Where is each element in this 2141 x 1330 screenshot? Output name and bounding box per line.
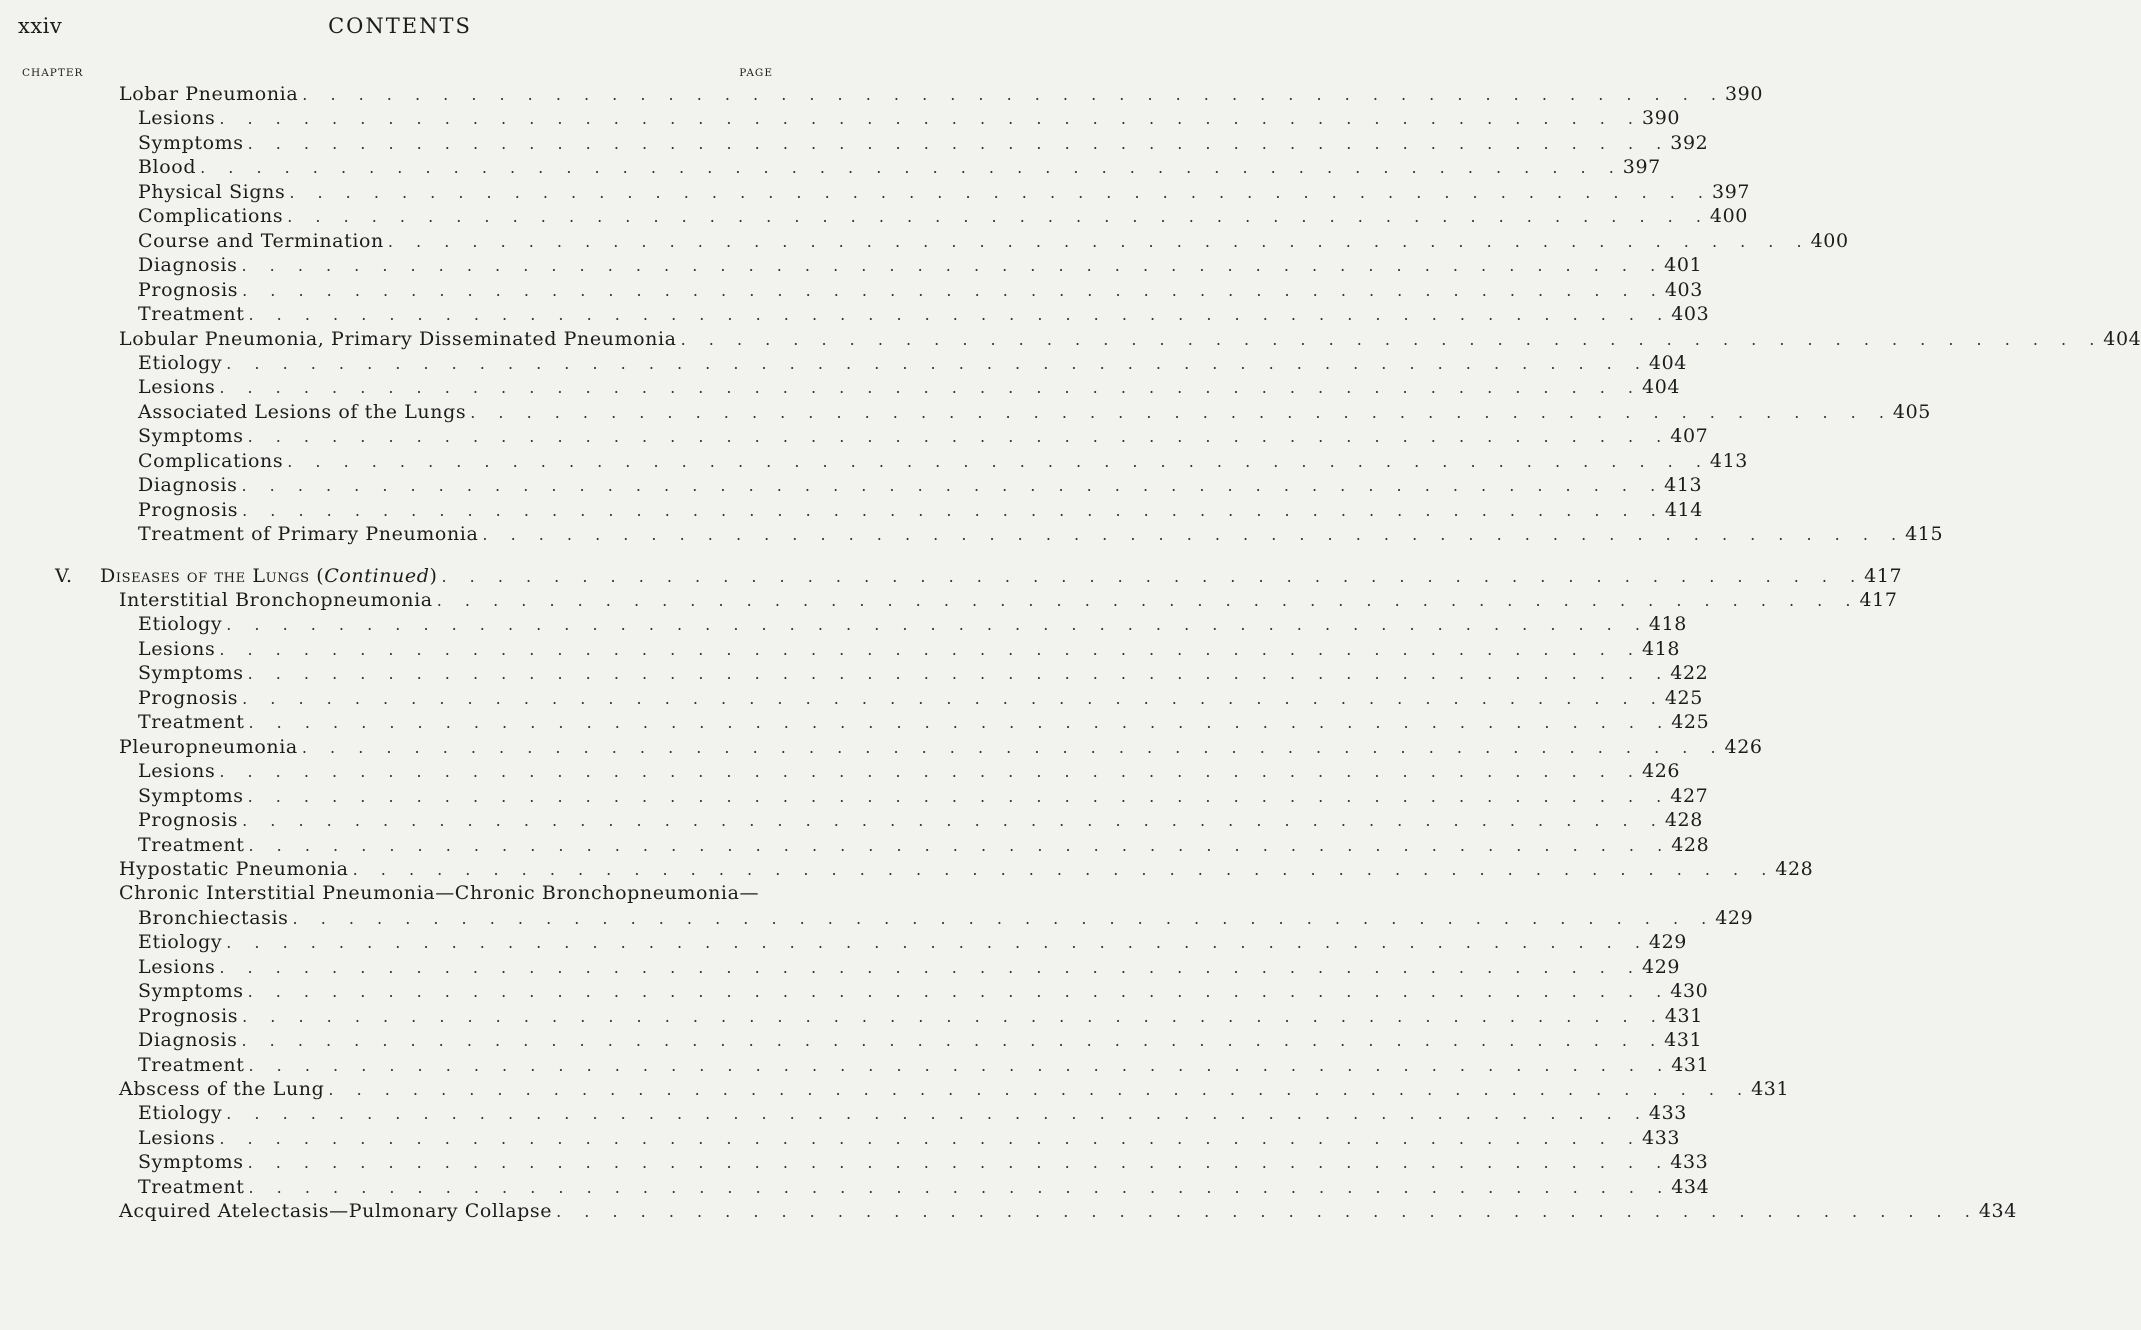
dot-leader: . . . . . . . . . . . . . . . . . . . . . . . . . . . . . . . . . . . . . . . . . . . . . . . . . . . bbox=[441, 566, 1865, 586]
toc-entry bbox=[0, 449, 1748, 473]
toc-entry-title: Diagnosis bbox=[138, 1029, 238, 1052]
toc-entry-page: 429 bbox=[1648, 931, 1687, 954]
toc-entry bbox=[0, 180, 1751, 204]
toc-entry bbox=[0, 588, 1898, 612]
dot-leader: . . . . . . . . . . . . . . . . . . . . . . . . . . . . . . . . . . . . . . . . . . . . . . . . . . . bbox=[470, 402, 1893, 422]
toc-entry-page: 397 bbox=[1622, 156, 1661, 179]
toc-entry-title: Lobular Pneumonia, Primary Disseminated Pneumonia bbox=[119, 327, 677, 350]
toc-entry-title: Chronic Interstitial Pneumonia—Chronic Bronchopneumonia— bbox=[119, 882, 760, 905]
toc-entry-title: Lesions bbox=[138, 637, 216, 660]
dot-leader: . . . . . . . . . . . . . . . . . . . . . . . . . . . . . . . . . . . . . . . . . . . . . . . . . . . bbox=[247, 1153, 1671, 1173]
dot-leader: . . . . . . . . . . . . . . . . . . . . . . . . . . . . . . . . . . . . . . . . . . . . . . . . . . . bbox=[387, 231, 1811, 251]
toc-entry-page: 431 bbox=[1671, 1053, 1710, 1076]
toc-entry-title: Lobar Pneumonia bbox=[119, 83, 299, 105]
chapter-heading bbox=[0, 564, 1903, 588]
toc-entry bbox=[0, 1150, 1709, 1174]
toc-entry bbox=[0, 498, 1703, 522]
toc-entry-page: 434 bbox=[1671, 1175, 1710, 1198]
dot-leader: . . . . . . . . . . . . . . . . . . . . . . . . . . . . . . . . . . . . . . . . . . . . . . . . . . . bbox=[247, 982, 1671, 1002]
dot-leader: . . . . . . . . . . . . . . . . . . . . . . . . . . . . . . . . . . . . . . . . . . . . . . . . . . . bbox=[200, 158, 1623, 178]
dot-leader: . . . . . . . . . . . . . . . . . . . . . . . . . . . . . . . . . . . . . . . . . . . . . . . . . . . bbox=[482, 525, 1906, 545]
dot-leader: . . . . . . . . . . . . . . . . . . . . . . . . . . . . . . . . . . . . . . . . . . . . . . . . . . . bbox=[436, 591, 1860, 610]
toc-entry-title: Symptoms bbox=[138, 662, 244, 685]
toc-entry bbox=[0, 906, 1754, 930]
dot-leader: . . . . . . . . . . . . . . . . . . . . . . . . . . . . . . . . . . . . . . . . . . . . . . . . . . . bbox=[226, 353, 1649, 373]
toc-entry bbox=[0, 229, 1849, 253]
page-number: xxiv bbox=[18, 14, 63, 38]
toc-entry-page: 430 bbox=[1670, 980, 1709, 1003]
toc-entry-page: 433 bbox=[1648, 1102, 1687, 1125]
toc-entry bbox=[0, 106, 1681, 130]
dot-leader: . . . . . . . . . . . . . . . . . . . . . . . . . . . . . . . . . . . . . . . . . . . . . . . . . . . bbox=[302, 85, 1725, 104]
chapter-title-paren-close: ) bbox=[429, 564, 438, 587]
toc-entry bbox=[0, 82, 1764, 106]
dot-leader: . . . . . . . . . . . . . . . . . . . . . . . . . . . . . . . . . . . . . . . . . . . . . . . . . . . bbox=[226, 933, 1649, 953]
chapter-title bbox=[100, 564, 441, 588]
toc-entry bbox=[0, 204, 1748, 228]
toc-entry bbox=[0, 808, 1703, 832]
toc-entry-title: Treatment bbox=[138, 303, 245, 326]
toc-entry-page: 413 bbox=[1709, 449, 1748, 472]
dot-leader: . . . . . . . . . . . . . . . . . . . . . . . . . . . . . . . . . . . . . . . . . . . . . . . . . . . bbox=[241, 476, 1665, 496]
chapter-title-main: Diseases of the Lungs bbox=[100, 564, 310, 587]
page-column-label: PAGE bbox=[739, 67, 773, 79]
chapter-title-paren-open: ( bbox=[316, 564, 325, 587]
toc-entry-page: 414 bbox=[1664, 498, 1703, 521]
dot-leader: . . . . . . . . . . . . . . . . . . . . . . . . . . . . . . . . . . . . . . . . . . . . . . . . . . . bbox=[328, 1080, 1752, 1099]
toc-entry-page: 431 bbox=[1664, 1029, 1703, 1052]
toc-entry-title: Symptoms bbox=[138, 425, 244, 448]
toc-entry-page: 431 bbox=[1664, 1004, 1703, 1027]
toc-entry-page: 404 bbox=[1648, 351, 1687, 374]
toc-entry bbox=[0, 1101, 1687, 1125]
dot-leader: . . . . . . . . . . . . . . . . . . . . . . . . . . . . . . . . . . . . . . . . . . . . . . . . . . . bbox=[219, 639, 1643, 659]
toc-entry-page: 428 bbox=[1664, 809, 1703, 832]
toc-entry-title: Etiology bbox=[138, 351, 223, 374]
toc-entry-page: 422 bbox=[1670, 662, 1709, 685]
toc-entry bbox=[0, 637, 1681, 661]
toc-entry-title: Etiology bbox=[138, 931, 223, 954]
toc-entry-page: 401 bbox=[1664, 254, 1703, 277]
toc-entry-page: 428 bbox=[1671, 833, 1710, 856]
dot-leader: . . . . . . . . . . . . . . . . . . . . . . . . . . . . . . . . . . . . . . . . . . . . . . . . . . . bbox=[242, 1006, 1665, 1026]
toc-entry-page: 417 bbox=[1859, 589, 1898, 611]
toc-entry bbox=[0, 1053, 1710, 1077]
toc-entry-title: Bronchiectasis bbox=[138, 906, 289, 929]
toc-entry bbox=[0, 351, 1687, 375]
toc-entry bbox=[0, 131, 1709, 155]
toc-entry-title: Prognosis bbox=[138, 809, 239, 832]
dot-leader: . . . . . . . . . . . . . . . . . . . . . . . . . . . . . . . . . . . . . . . . . . . . . . . . . . . bbox=[226, 1104, 1649, 1124]
toc-entry bbox=[0, 327, 2141, 351]
toc-entry-page: 427 bbox=[1670, 784, 1709, 807]
toc-entry-page: 397 bbox=[1712, 180, 1751, 203]
toc-entry-title: Treatment of Primary Pneumonia bbox=[138, 523, 479, 546]
toc-entry-page: 431 bbox=[1751, 1078, 1790, 1100]
chapter-title-continued: Continued bbox=[324, 564, 430, 587]
dot-leader: . . . . . . . . . . . . . . . . . . . . . . . . . . . . . . . . . . . . . . . . . . . . . . . . . . . bbox=[289, 182, 1712, 202]
toc-entry-page: 425 bbox=[1664, 686, 1703, 709]
chapter-page: 417 bbox=[1864, 564, 1903, 587]
toc-entry-page: 433 bbox=[1642, 1126, 1681, 1149]
toc-entry bbox=[0, 375, 1681, 399]
toc-entry-title: Treatment bbox=[138, 1053, 245, 1076]
toc-entry bbox=[0, 400, 1931, 424]
toc-entry-title: Symptoms bbox=[138, 131, 244, 154]
toc-entry-title: Prognosis bbox=[138, 686, 239, 709]
toc-entry-title: Complications bbox=[138, 449, 284, 472]
dot-leader: . . . . . . . . . . . . . . . . . . . . . . . . . . . . . . . . . . . . . . . . . . . . . . . . . . . bbox=[241, 256, 1665, 276]
toc-entry-page: 415 bbox=[1905, 523, 1944, 546]
toc-entry bbox=[0, 424, 1709, 448]
toc-entry bbox=[0, 1126, 1681, 1150]
dot-leader: . . . . . . . . . . . . . . . . . . . . . . . . . . . . . . . . . . . . . . . . . . . . . . . . . . . bbox=[241, 1031, 1665, 1051]
toc-entry-title: Diagnosis bbox=[138, 254, 238, 277]
dot-leader: . . . . . . . . . . . . . . . . . . . . . . . . . . . . . . . . . . . . . . . . . . . . . . . . . . . bbox=[242, 500, 1665, 520]
toc-entry bbox=[0, 302, 1710, 326]
toc-entry-title: Lesions bbox=[138, 955, 216, 978]
toc-entry bbox=[0, 253, 1703, 277]
toc-entry-page: 434 bbox=[1978, 1200, 2017, 1223]
toc-entry bbox=[0, 857, 1814, 881]
toc-entry-page: 425 bbox=[1671, 711, 1710, 734]
toc-entry-title: Prognosis bbox=[138, 278, 239, 301]
toc-entry bbox=[0, 661, 1709, 685]
toc-entry-page: 392 bbox=[1670, 131, 1709, 154]
toc-entry-title: Physical Signs bbox=[138, 180, 286, 203]
dot-leader: . . . . . . . . . . . . . . . . . . . . . . . . . . . . . . . . . . . . . . . . . . . . . . . . . . . bbox=[248, 835, 1672, 855]
toc-entry bbox=[0, 278, 1703, 302]
dot-leader: . . . . . . . . . . . . . . . . . . . . . . . . . . . . . . . . . . . . . . . . . . . . . . . . . . . bbox=[242, 280, 1665, 300]
toc-entry-title: Interstitial Bronchopneumonia bbox=[119, 589, 433, 611]
dot-leader: . . . . . . . . . . . . . . . . . . . . . . . . . . . . . . . . . . . . . . . . . . . . . . . . . . . bbox=[247, 427, 1671, 447]
toc-entry bbox=[0, 612, 1687, 636]
toc-entry-title: Etiology bbox=[138, 1102, 223, 1125]
toc-entry-title: Blood bbox=[138, 156, 197, 179]
dot-leader: . . . . . . . . . . . . . . . . . . . . . . . . . . . . . . . . . . . . . . . . . . . . . . . . . . . bbox=[301, 737, 1725, 757]
dot-leader: . . . . . . . . . . . . . . . . . . . . . . . . . . . . . . . . . . . . . . . . . . . . . . . . . . . bbox=[248, 713, 1672, 733]
toc-entry-page: 390 bbox=[1642, 107, 1681, 130]
toc-entry-title: Associated Lesions of the Lungs bbox=[138, 400, 467, 423]
dot-leader: . . . . . . . . . . . . . . . . . . . . . . . . . . . . . . . . . . . . . . . . . . . . . . . . . . . bbox=[248, 305, 1672, 325]
dot-leader: . . . . . . . . . . . . . . . . . . . . . . . . . . . . . . . . . . . . . . . . . . . . . . . . . . . bbox=[287, 207, 1710, 227]
dot-leader: . . . . . . . . . . . . . . . . . . . . . . . . . . . . . . . . . . . . . . . . . . . . . . . . . . . bbox=[242, 811, 1665, 831]
toc-entry-title: Hypostatic Pneumonia bbox=[119, 857, 349, 880]
toc-entry-page: 426 bbox=[1724, 735, 1763, 758]
toc-entry-page: 403 bbox=[1671, 303, 1710, 326]
dot-leader: . . . . . . . . . . . . . . . . . . . . . . . . . . . . . . . . . . . . . . . . . . . . . . . . . . . bbox=[680, 329, 2104, 349]
dot-leader: . . . . . . . . . . . . . . . . . . . . . . . . . . . . . . . . . . . . . . . . . . . . . . . . . . . bbox=[287, 451, 1710, 471]
toc-entry bbox=[0, 930, 1687, 954]
toc-entry-page: 404 bbox=[1642, 376, 1681, 399]
dot-leader: . . . . . . . . . . . . . . . . . . . . . . . . . . . . . . . . . . . . . . . . . . . . . . . . . . . bbox=[248, 1177, 1672, 1197]
chapter-numeral: V. bbox=[55, 564, 73, 587]
dot-leader: . . . . . . . . . . . . . . . . . . . . . . . . . . . . . . . . . . . . . . . . . . . . . . . . . . . bbox=[247, 664, 1671, 684]
toc-entry-title: Acquired Atelectasis—Pulmonary Collapse bbox=[119, 1200, 553, 1223]
toc-entry-title: Lesions bbox=[138, 376, 216, 399]
toc-entry-title: Pleuropneumonia bbox=[119, 735, 298, 758]
toc-entry bbox=[0, 522, 1944, 546]
toc-entry bbox=[0, 473, 1703, 497]
dot-leader: . . . . . . . . . . . . . . . . . . . . . . . . . . . . . . . . . . . . . . . . . . . . . . . . . . . bbox=[247, 133, 1671, 153]
toc-entry bbox=[0, 979, 1709, 1003]
toc-entry bbox=[0, 1077, 1790, 1101]
toc-entry bbox=[0, 1175, 1710, 1199]
toc-entry-title: Etiology bbox=[138, 613, 223, 636]
page-title: CONTENTS bbox=[328, 14, 472, 38]
dot-leader: . . . . . . . . . . . . . . . . . . . . . . . . . . . . . . . . . . . . . . . . . . . . . . . . . . . bbox=[219, 957, 1643, 977]
toc-entry-page: 407 bbox=[1670, 425, 1709, 448]
toc-entry bbox=[0, 710, 1710, 734]
toc-entry-page: 404 bbox=[2103, 327, 2141, 350]
toc-entry-page: 400 bbox=[1709, 205, 1748, 228]
dot-leader: . . . . . . . . . . . . . . . . . . . . . . . . . . . . . . . . . . . . . . . . . . . . . . . . . . . bbox=[242, 688, 1665, 708]
toc-entry bbox=[0, 155, 1661, 179]
toc-entry bbox=[0, 1199, 2017, 1223]
toc-entry-page: 403 bbox=[1664, 278, 1703, 301]
toc-entry-title: Lesions bbox=[138, 1126, 216, 1149]
toc-entry-page: 428 bbox=[1775, 857, 1814, 880]
toc-entry bbox=[0, 881, 800, 905]
toc-entry-title: Prognosis bbox=[138, 1004, 239, 1027]
dot-leader: . . . . . . . . . . . . . . . . . . . . . . . . . . . . . . . . . . . . . . . . . . . . . . . . . . . bbox=[219, 109, 1643, 129]
toc-entry-title: Prognosis bbox=[138, 498, 239, 521]
toc-entry-title: Treatment bbox=[138, 1175, 245, 1198]
toc-entry bbox=[0, 833, 1710, 857]
toc-entry bbox=[0, 1028, 1703, 1052]
dot-leader: . . . . . . . . . . . . . . . . . . . . . . . . . . . . . . . . . . . . . . . . . . . . . . . . . . . bbox=[556, 1202, 1979, 1222]
toc-entry bbox=[0, 955, 1681, 979]
toc-entry bbox=[0, 759, 1681, 783]
toc-entry-page: 426 bbox=[1642, 760, 1681, 783]
dot-leader: . . . . . . . . . . . . . . . . . . . . . . . . . . . . . . . . . . . . . . . . . . . . . . . . . . . bbox=[219, 378, 1643, 398]
toc-entry-title: Abscess of the Lung bbox=[119, 1078, 325, 1100]
dot-leader: . . . . . . . . . . . . . . . . . . . . . . . . . . . . . . . . . . . . . . . . . . . . . . . . . . . bbox=[292, 908, 1716, 928]
toc-entry-page: 429 bbox=[1642, 955, 1681, 978]
toc-entry-page: 400 bbox=[1810, 229, 1849, 252]
dot-leader: . . . . . . . . . . . . . . . . . . . . . . . . . . . . . . . . . . . . . . . . . . . . . . . . . . . bbox=[352, 859, 1776, 879]
dot-leader: . . . . . . . . . . . . . . . . . . . . . . . . . . . . . . . . . . . . . . . . . . . . . . . . . . . bbox=[247, 786, 1671, 806]
toc-entry-title: Symptoms bbox=[138, 1151, 244, 1174]
toc-entry-title: Treatment bbox=[138, 833, 245, 856]
dot-leader: . . . . . . . . . . . . . . . . . . . . . . . . . . . . . . . . . . . . . . . . . . . . . . . . . . . bbox=[248, 1055, 1672, 1075]
toc-entry-title: Diagnosis bbox=[138, 474, 238, 497]
toc-entry-page: 413 bbox=[1664, 474, 1703, 497]
toc-entry-title: Lesions bbox=[138, 760, 216, 783]
toc-entry bbox=[0, 686, 1703, 710]
toc-entry-title: Treatment bbox=[138, 711, 245, 734]
dot-leader: . . . . . . . . . . . . . . . . . . . . . . . . . . . . . . . . . . . . . . . . . . . . . . . . . . . bbox=[219, 1128, 1643, 1148]
dot-leader: . . . . . . . . . . . . . . . . . . . . . . . . . . . . . . . . . . . . . . . . . . . . . . . . . . . bbox=[219, 762, 1643, 782]
toc-entry-title: Symptoms bbox=[138, 784, 244, 807]
toc-entry bbox=[0, 784, 1709, 808]
toc-entry-page: 429 bbox=[1715, 906, 1754, 929]
toc-entry-title: Complications bbox=[138, 205, 284, 228]
dot-leader: . . . . . . . . . . . . . . . . . . . . . . . . . . . . . . . . . . . . . . . . . . . . . . . . . . . bbox=[226, 615, 1649, 635]
toc-entry-title: Lesions bbox=[138, 107, 216, 130]
toc-entry-page: 405 bbox=[1892, 400, 1931, 423]
toc-entry-title: Symptoms bbox=[138, 980, 244, 1003]
toc-entry-page: 418 bbox=[1642, 637, 1681, 660]
toc-entry-page: 433 bbox=[1670, 1151, 1709, 1174]
toc-entry-page: 418 bbox=[1648, 613, 1687, 636]
toc-entry bbox=[0, 735, 1763, 759]
chapter-column-label: CHAPTER bbox=[22, 67, 84, 79]
toc-entry bbox=[0, 1004, 1703, 1028]
toc-entry-title: Course and Termination bbox=[138, 229, 384, 252]
toc-entry-page: 390 bbox=[1724, 83, 1764, 105]
